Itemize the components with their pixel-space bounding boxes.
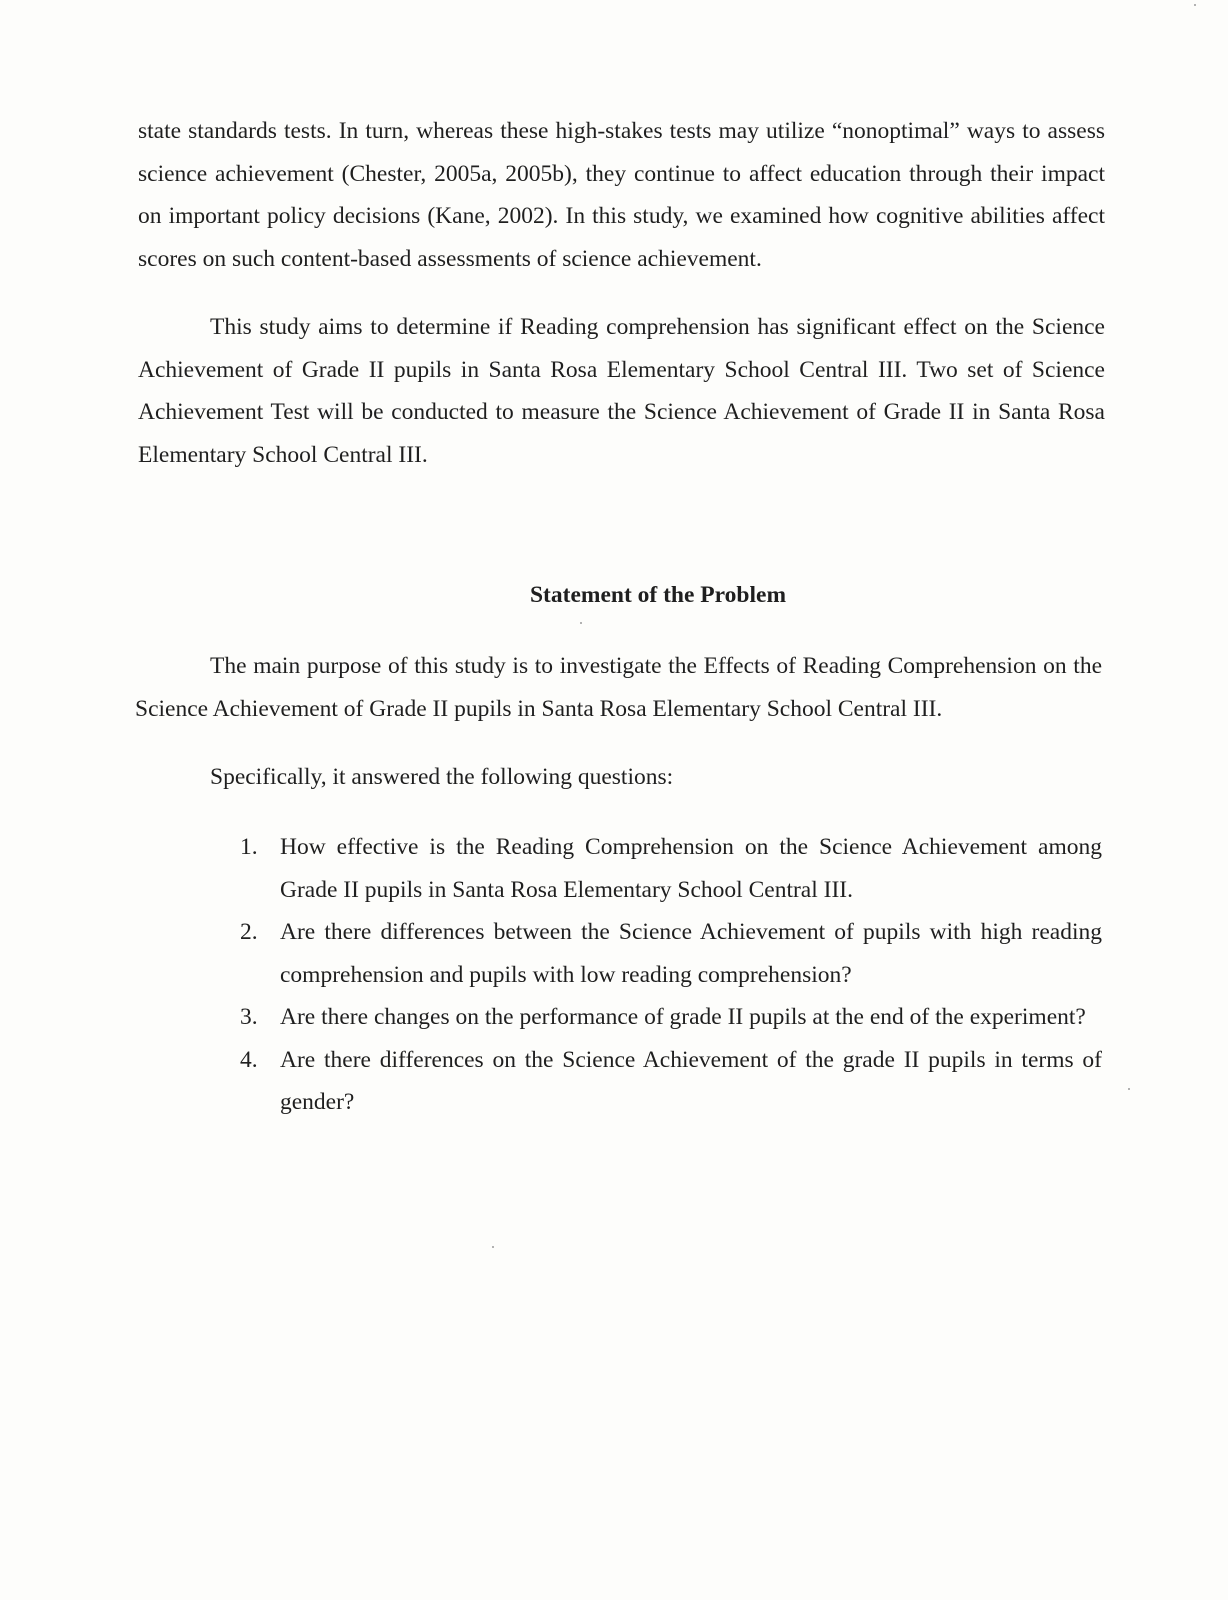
questions-intro: Specifically, it answered the following questions: — [210, 764, 674, 790]
purpose-paragraph: The main purpose of this study is to investigate the Effects of Reading Comprehension on the Science Achievement of Grade II pupils in Santa Rosa Elementary School Central III. — [135, 653, 1102, 722]
question-item — [240, 826, 1102, 911]
scan-speck — [492, 1246, 494, 1248]
question-text: Are there changes on the performance of grade II pupils at the end of the experiment? — [280, 1004, 1086, 1030]
question-item — [240, 996, 1102, 1039]
question-number: 3. — [240, 1004, 258, 1030]
scan-speck — [580, 622, 582, 624]
question-item — [240, 1039, 1102, 1124]
body-paragraph-1: state standards tests. In turn, whereas these high-stakes tests may utilize “nonoptimal” ways to assess science achievement (Chester, 2005a, 2005b), they continue to affect education through their impact on important policy decisions (Kane, 2002). In this study, we examined how cognitive abilities affect scores on such content-based assessments of science achievement. — [138, 118, 1105, 272]
questions-list — [240, 826, 1102, 1124]
question-number: 1. — [240, 834, 258, 860]
question-text: How effective is the Reading Comprehension on the Science Achievement among Grade II pupils in Santa Rosa Elementary School Central III. — [280, 834, 1102, 903]
scan-speck — [1194, 4, 1196, 6]
question-text: Are there differences between the Science Achievement of pupils with high reading comprehension and pupils with low reading comprehension? — [280, 919, 1102, 988]
question-text: Are there differences on the Science Achievement of the grade II pupils in terms of gender? — [280, 1046, 1102, 1115]
question-item — [240, 911, 1102, 996]
question-number: 4. — [240, 1046, 258, 1073]
scan-speck — [1128, 1088, 1130, 1090]
body-paragraph-2: This study aims to determine if Reading comprehension has significant effect on the Science Achievement of Grade II pupils in Santa Rosa Elementary School Central III. Two set of Science Achievement Test will be conducted to measure the Science Achievement of Grade II in Santa Rosa Elementary School Central III. — [138, 314, 1105, 468]
question-number: 2. — [240, 919, 258, 945]
section-heading: Statement of the Problem — [529, 582, 787, 608]
